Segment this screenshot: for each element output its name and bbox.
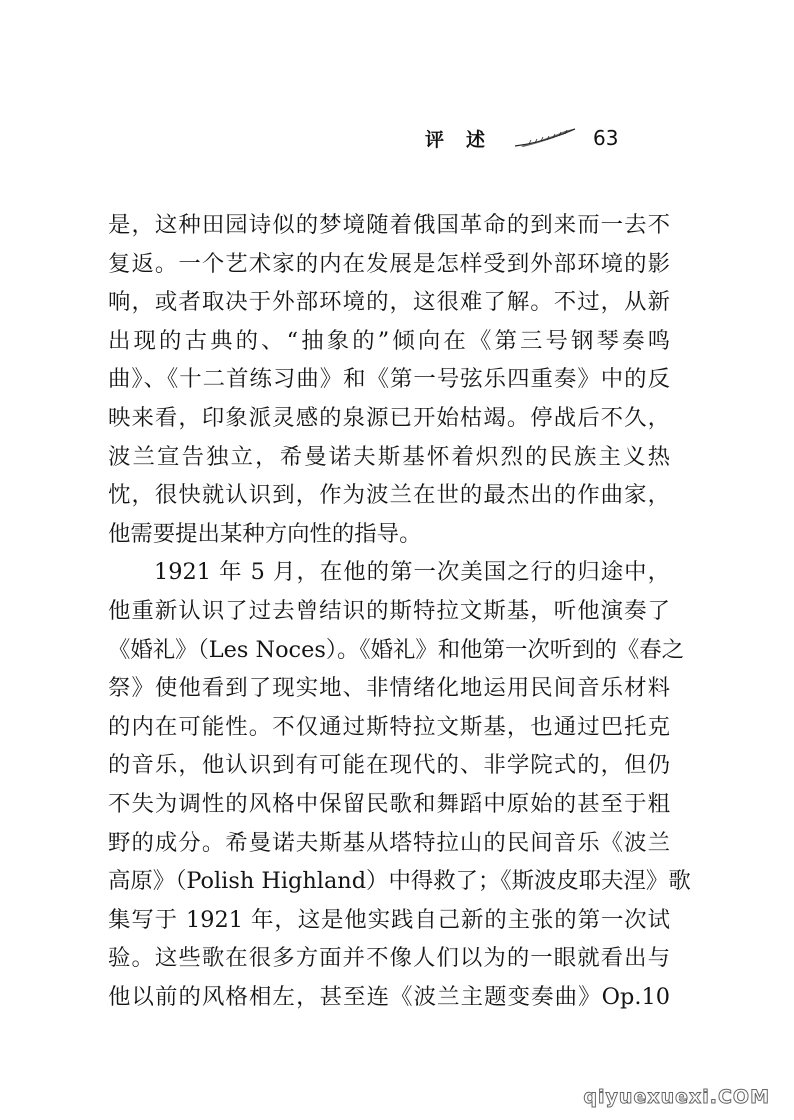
text-line: 他重新认识了过去曾结识的斯特拉文斯基，听他演奏了 [108,597,670,624]
running-header-title: 评述 [425,128,508,151]
text-line: 他需要提出某种方向性的指导。 [108,520,422,547]
text-line: 映来看，印象派灵感的泉源已开始枯竭。停战后不久， [108,404,670,431]
text-line: 波兰宣告独立，希曼诺夫斯基怀着炽烈的民族主义热 [108,443,670,470]
paragraph-1921 [108,553,691,1016]
feather-flourish-icon [513,127,577,149]
body-text [108,206,691,1016]
text-line: 集写于 1921 年，这是他实践自己新的主张的第一次试 [108,906,670,933]
text-line: 《婚礼》（Les Noces）。《婚礼》和他第一次听到的《春之 [108,636,685,663]
text-line: 祭》使他看到了现实地、非情绪化地运用民间音乐材料 [108,675,670,702]
text-line: 是，这种田园诗似的梦境随着俄国革命的到来而一去不 [108,212,670,238]
text-line: 复返。一个艺术家的内在发展是怎样受到外部环境的影 [108,250,670,277]
running-header [425,118,618,158]
page-number: 63 [593,126,619,150]
text-line: 的音乐，他认识到有可能在现代的、非学院式的，但仍 [108,752,670,779]
text-line: 响，或者取决于外部环境的，这很难了解。不过，从新 [108,289,670,316]
text-line: 野的成分。希曼诺夫斯基从塔特拉山的民间音乐《波兰 [108,829,670,856]
text-line: 1921 年 5 月，在他的第一次美国之行的归途中， [154,559,670,586]
text-line: 他以前的风格相左，甚至连《波兰主题变奏曲》Op.10 [108,983,670,1010]
text-line: 忱，很快就认识到，作为波兰在世的最杰出的作曲家， [108,482,670,509]
text-line: 验。这些歌在很多方面并不像人们以为的一眼就看出与 [108,945,670,972]
paragraph-continuation [108,206,670,553]
site-watermark: qiyuexuexi.COM [583,1086,770,1108]
text-line: 的内在可能性。不仅通过斯特拉文斯基，也通过巴托克 [108,713,670,740]
text-line: 曲》、《十二首练习曲》和《第一号弦乐四重奏》中的反 [108,366,670,393]
text-line: 出现的古典的、“抽象的”倾向在《第三号钢琴奏鸣 [108,327,670,354]
text-line: 高原》（Polish Highland）中得救了；《斯波皮耶夫涅》歌 [108,868,691,895]
text-line: 不失为调性的风格中保留民歌和舞蹈中原始的甚至于粗 [108,790,670,817]
